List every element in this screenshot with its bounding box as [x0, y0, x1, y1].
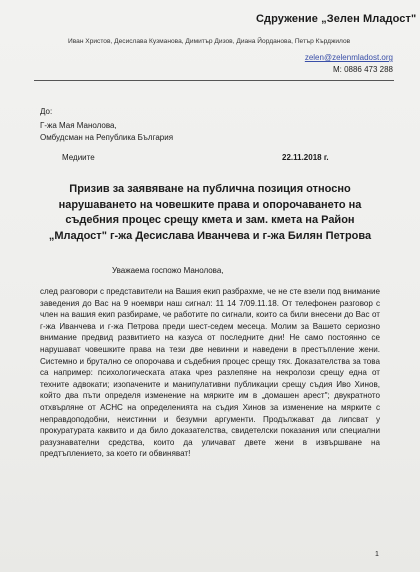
letter-body: [40, 286, 380, 460]
cc-place: Медиите: [62, 153, 95, 162]
header-divider: [34, 80, 394, 81]
salutation: Уважаема госпожо Манолова,: [112, 266, 224, 275]
body-paragraph: след разговори с представители на Вашия екип разбрахме, че не сте взели под внимание заведения до Вас на 9 ноември наш сигнал: 11 14 7/09.11.18. От телефонен разговор с член на вашия екип разбираме, че работите по сигнали, които са били внесени до Вас от г-жа Иванчева и г-жа Петрова преди шест-седем месеца. Молим за Вашето сериозно внимание предвид развитието на казуса от последните дни! Не само постоянно се нарушават човешките права на тези две невинни и наведени в престъпление жени. Системно и брутално се опорочава и съдебния процес срещу тях. Доказателства за това са например: психологическата атака чрез разлепяне на некролози срещу една от техните адвокати; изопачените и манипулативни публикации срещу съдия Иво Хинов, който два пъти определя изменение на мярките им в „домашен арест"; двукратното отхвърляне от АСНС на определенията на съдия Хинов за изменение на мярките с неправдоподобни, неистинни и безумни аргументи. Продължават да липсват у прокуратурата каквито и да било доказателства, свидетелски показания или специални разузнавателни средства, които да уличават двете жени в извършване на предтъплението, за което ги обвиняват!: [40, 287, 380, 459]
founders-list: Иван Христов, Десислава Кузманова, Димитър Дизов, Диана Йорданова, Петър Кърджилов: [68, 38, 351, 45]
recipient-label: До:: [40, 107, 53, 116]
letter-date: 22.11.2018 г.: [282, 153, 329, 162]
email-link[interactable]: zelen@zelenmladost.org: [304, 53, 393, 62]
organization-name: Сдружение „Зелен Младост": [256, 13, 417, 25]
recipient-name: Г-жа Мая Манолова,: [40, 121, 117, 130]
page-number: 1: [375, 551, 379, 558]
phone-number: M: 0886 473 288: [332, 65, 393, 74]
letter-title: Призив за заявяване на публична позиция относно нарушаването на човешките права и опорочаването на съдебния процес срещу кмета и зам. кмета на Район „Младост" г-жа Десислава Иванчева и г-жа Билян Петрова: [48, 183, 372, 242]
recipient-title: Омбудсман на Република България: [40, 133, 174, 142]
